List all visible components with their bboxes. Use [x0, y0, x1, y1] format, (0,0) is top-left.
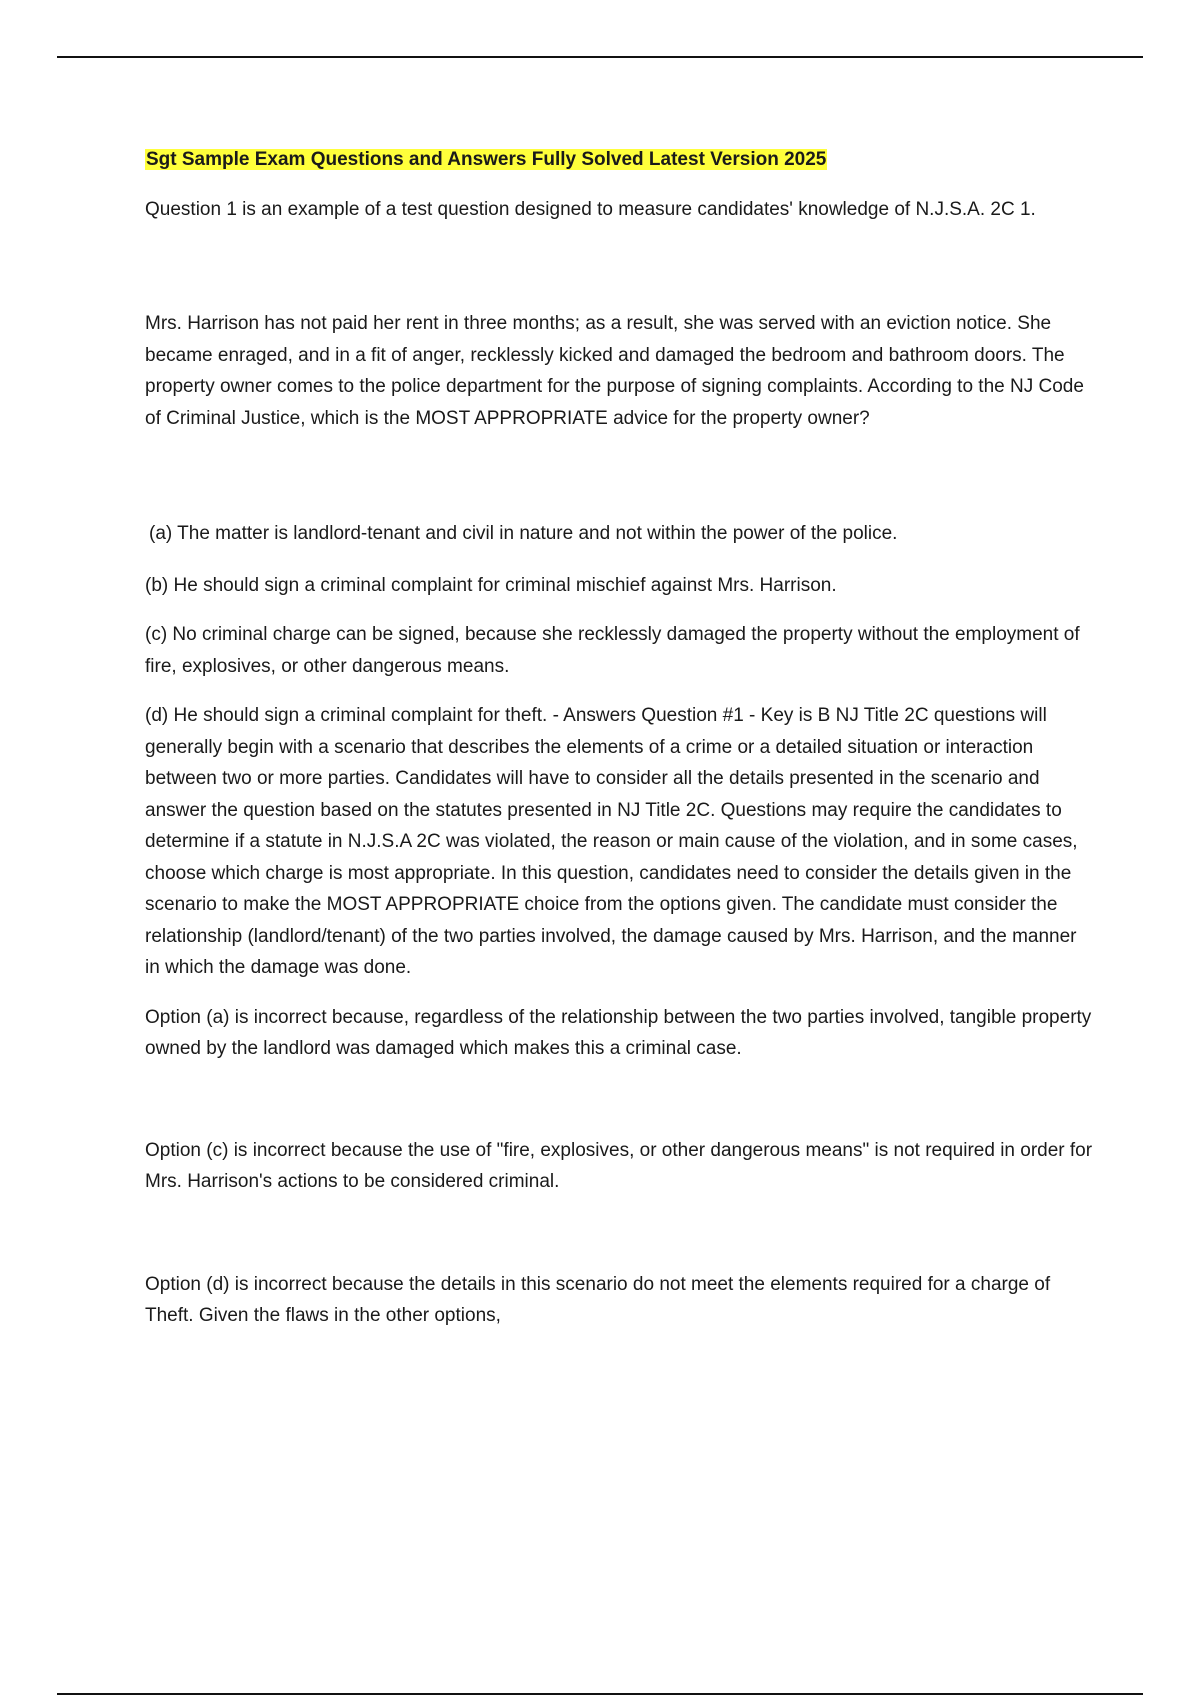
- explanation-option-d: Option (d) is incorrect because the details in this scenario do not meet the elements required for a charge of Theft. Given the flaws in the other options,: [145, 1273, 1051, 1326]
- option-b: (b) He should sign a criminal complaint for criminal mischief against Mrs. Harrison.: [145, 574, 837, 596]
- explanation-option-a: Option (a) is incorrect because, regardless of the relationship between the two parties involved, tangible property owned by the landlord was damaged which makes this a criminal case.: [145, 1006, 1092, 1059]
- top-rule: [57, 56, 1143, 58]
- title-line: [145, 144, 1095, 176]
- option-d-answer: (d) He should sign a criminal complaint for theft. - Answers Question #1 - Key is B NJ Title 2C questions will generally begin with a scenario that describes the elements of a crime or a detailed situation or interaction between two or more parties. Candidates will have to consider all the details presented in the scenario and answer the question based on the statutes presented in NJ Title 2C. Questions may require the candidates to determine if a statute in N.J.S.A 2C was violated, the reason or main cause of the violation, and in some cases, choose which charge is most appropriate. In this question, candidates need to consider the details given in the scenario to make the MOST APPROPRIATE choice from the options given. The candidate must consider the relationship (landlord/tenant) of the two parties involved, the damage caused by Mrs. Harrison, and the manner in which the damage was done.: [145, 705, 1078, 978]
- document-title: Sgt Sample Exam Questions and Answers Fully Solved Latest Version 2025: [146, 149, 827, 170]
- option-a: (a) The matter is landlord-tenant and civil in nature and not within the power of the police.: [149, 523, 898, 544]
- scenario-paragraph: Mrs. Harrison has not paid her rent in three months; as a result, she was served with an eviction notice. She became enraged, and in a fit of anger, recklessly kicked and damaged the bedroom and bathroom doors. The property owner comes to the police department for the purpose of signing complaints. According to the NJ Code of Criminal Justice, which is the MOST APPROPRIATE advice for the property owner?: [145, 313, 1084, 429]
- option-c: (c) No criminal charge can be signed, because she recklessly damaged the property without the employment of fire, explosives, or other dangerous means.: [145, 624, 1080, 677]
- bottom-rule: [57, 1693, 1143, 1695]
- explanation-option-c: Option (c) is incorrect because the use of "fire, explosives, or other dangerous means" is not required in order for Mrs. Harrison's actions to be considered criminal.: [145, 1139, 1093, 1192]
- intro-paragraph: Question 1 is an example of a test question designed to measure candidates' knowledge of N.J.S.A. 2C 1.: [145, 198, 1036, 220]
- document-body: [145, 144, 1095, 1332]
